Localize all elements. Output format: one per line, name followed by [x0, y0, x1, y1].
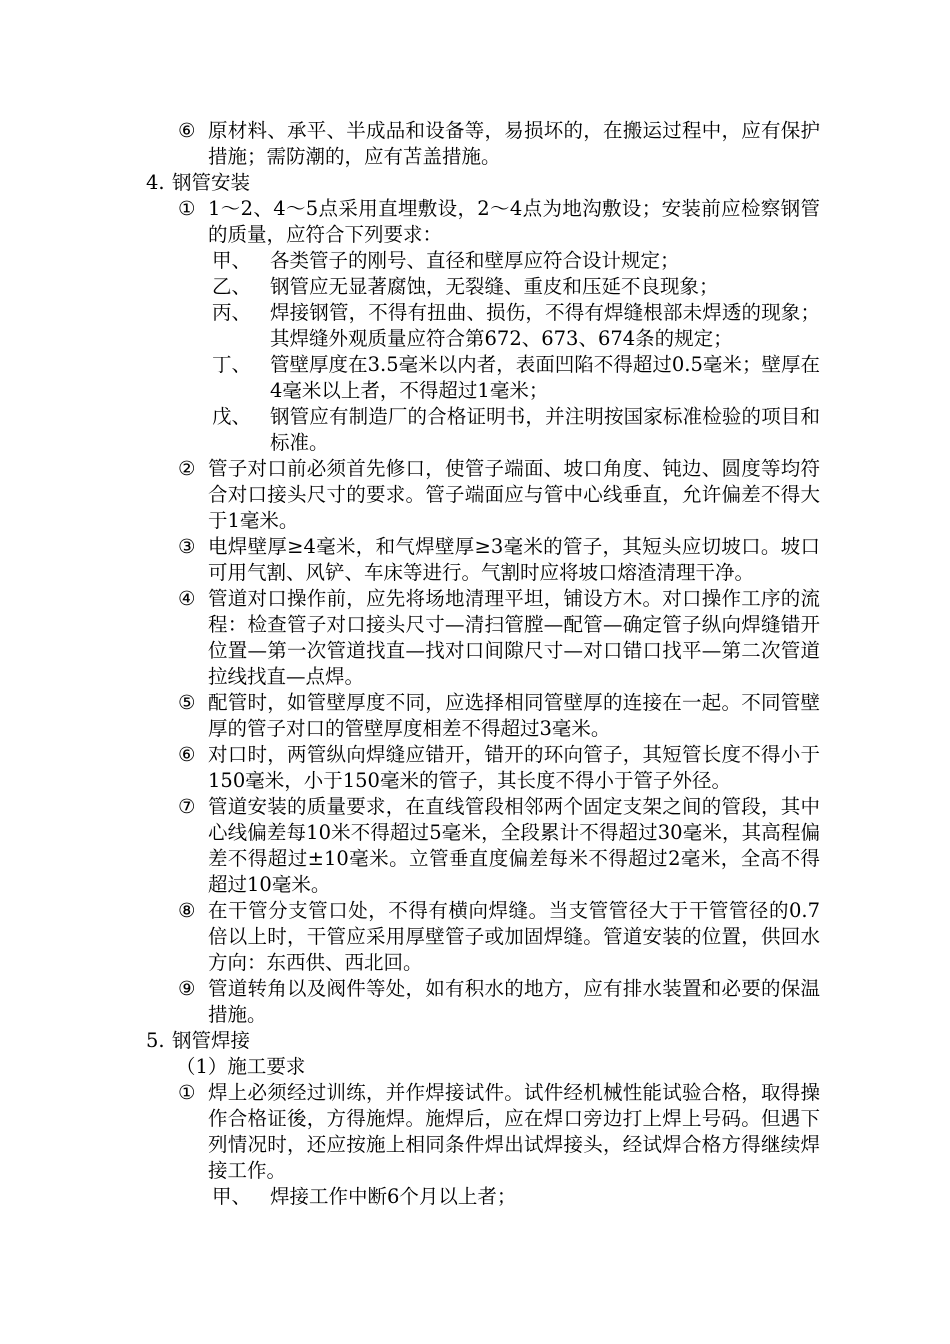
- paragraph-text: 钢管安装: [172, 171, 251, 194]
- list-marker: ①: [178, 1081, 196, 1104]
- paragraph-text: 焊接工作中断6个月以上者；: [270, 1185, 517, 1208]
- sub-list-item: [140, 404, 820, 456]
- paragraph-text: 电焊壁厚≥4毫米，和气焊壁厚≥3毫米的管子，其短头应切坡口。坡口可用气割、风铲、车床等进行。气割时应将坡口熔渣清理干净。: [208, 535, 820, 584]
- list-marker: 甲、: [212, 1185, 252, 1208]
- list-item: [140, 456, 820, 534]
- list-item: [140, 1080, 820, 1184]
- list-marker: 丙、: [212, 301, 252, 324]
- list-marker: ⑥: [178, 119, 196, 142]
- paragraph-text: 各类管子的刚号、直径和壁厚应符合设计规定；: [270, 249, 680, 272]
- list-marker: 乙、: [212, 275, 252, 298]
- paragraph-text: 在干管分支管口处，不得有横向焊缝。当支管管径大于干管管径的0.7倍以上时，干管应采用厚壁管子或加固焊缝。管道安装的位置，供回水方向：东西供、西北回。: [208, 899, 820, 974]
- paragraph-text: （1）施工要求: [176, 1055, 306, 1078]
- paragraph-text: 原材料、承平、半成品和设备等，易损坏的，在搬运过程中，应有保护措施；需防潮的，应有苫盖措施。: [208, 119, 820, 168]
- paragraph-text: 配管时，如管壁厚度不同，应选择相同管壁厚的连接在一起。不同管壁厚的管子对口的管壁厚度相差不得超过3毫米。: [208, 691, 820, 740]
- list-marker: ⑥: [178, 743, 196, 766]
- paragraph-text: 焊接钢管，不得有扭曲、损伤，不得有焊缝根部未焊透的现象；其焊缝外观质量应符合第672、673、674条的规定；: [270, 301, 820, 350]
- list-marker: 甲、: [212, 249, 252, 272]
- list-marker: 戊、: [212, 405, 252, 428]
- sub-list-item: [140, 300, 820, 352]
- list-item: [140, 976, 820, 1028]
- paragraph-text: 1～2、4～5点采用直埋敷设，2～4点为地沟敷设；安装前应检察钢管的质量，应符合下列要求：: [208, 197, 820, 246]
- list-item: [140, 898, 820, 976]
- list-item: [140, 690, 820, 742]
- sub-list-item: [140, 248, 820, 274]
- section-heading: [140, 1028, 820, 1054]
- list-marker: ⑨: [178, 977, 196, 1000]
- document-body: [140, 118, 820, 1210]
- sub-list-item: [140, 274, 820, 300]
- list-marker: ④: [178, 587, 196, 610]
- sub-list-item: [140, 352, 820, 404]
- paragraph-text: 管道安装的质量要求，在直线管段相邻两个固定支架之间的管段，其中心线偏差每10米不得超过5毫米，全段累计不得超过30毫米，其高程偏差不得超过±10毫米。立管垂直度偏差每米不得超过2毫米，全高不得超过10毫米。: [208, 795, 820, 896]
- list-marker: ②: [178, 457, 196, 480]
- paragraph-text: 管道转角以及阀件等处，如有积水的地方，应有排水装置和必要的保温措施。: [208, 977, 820, 1026]
- paragraph-text: 管壁厚度在3.5毫米以内者，表面凹陷不得超过0.5毫米；壁厚在4毫米以上者，不得超过1毫米；: [270, 353, 820, 402]
- section-heading: [140, 170, 820, 196]
- paragraph-text: 管子对口前必须首先修口，使管子端面、坡口角度、钝边、圆度等均符合对口接头尺寸的要求。管子端面应与管中心线垂直，允许偏差不得大于1毫米。: [208, 457, 820, 532]
- list-item: [140, 118, 820, 170]
- paragraph-text: 钢管应有制造厂的合格证明书，并注明按国家标准检验的项目和标准。: [270, 405, 820, 454]
- list-item: [140, 742, 820, 794]
- list-item: [140, 586, 820, 690]
- list-marker: ⑧: [178, 899, 196, 922]
- list-marker: ⑦: [178, 795, 196, 818]
- list-marker: 丁、: [212, 353, 252, 376]
- list-marker: ⑤: [178, 691, 196, 714]
- list-marker: 4.: [146, 171, 165, 194]
- list-item: [140, 534, 820, 586]
- sub-heading: [140, 1054, 820, 1080]
- list-marker: ①: [178, 197, 196, 220]
- list-item: [140, 196, 820, 248]
- paragraph-text: 管道对口操作前，应先将场地清理平坦，铺设方木。对口操作工序的流程：检查管子对口接头尺寸—清扫管膛—配管—确定管子纵向焊缝错开位置—第一次管道找直—找对口间隙尺寸—对口错口找平—第二次管道拉线找直—点焊。: [208, 587, 820, 688]
- sub-list-item: [140, 1184, 820, 1210]
- paragraph-text: 钢管应无显著腐蚀，无裂缝、重皮和压延不良现象；: [270, 275, 719, 298]
- paragraph-text: 对口时，两管纵向焊缝应错开，错开的环向管子，其短管长度不得小于150毫米，小于150毫米的管子，其长度不得小于管子外径。: [208, 743, 820, 792]
- list-marker: ③: [178, 535, 196, 558]
- paragraph-text: 焊上必须经过训练，并作焊接试件。试件经机械性能试验合格，取得操作合格证後，方得施焊。施焊后，应在焊口旁边打上焊上号码。但遇下列情况时，还应按施上相同条件焊出试焊接头，经试焊合格方得继续焊接工作。: [208, 1081, 820, 1182]
- paragraph-text: 钢管焊接: [172, 1029, 251, 1052]
- list-marker: 5.: [146, 1029, 165, 1052]
- list-item: [140, 794, 820, 898]
